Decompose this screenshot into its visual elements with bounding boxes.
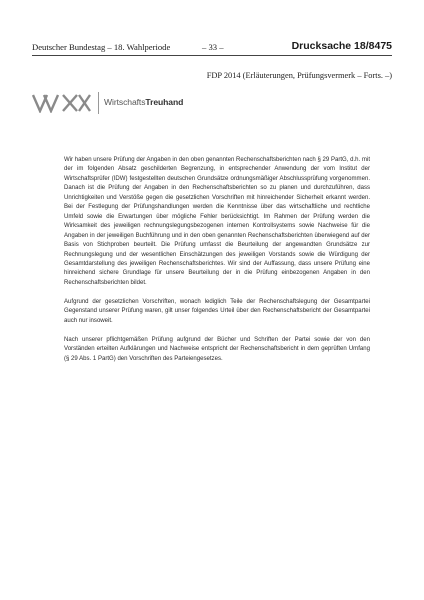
paragraph-opinion: Nach unserer pflichtgemäßen Prüfung aufgrund der Bücher und Schriften der Partei sowie der von den Vorständen erteilten Aufklärungen und Nachweise entspricht der Rechenschaftsbericht in dem geprüften Umfang (§ 29 Abs. 1 PartG) den Vorschriften des Parteiengesetzes.	[64, 336, 370, 362]
header-document-number: Drucksache 18/8475	[291, 40, 392, 52]
audit-opinion-text	[64, 156, 370, 374]
paragraph-limitation: Aufgrund der gesetzlichen Vorschriften, wonach lediglich Teile der Rechenschaftslegung der Gesamtpartei Gegenstand unserer Prüfung waren, gilt unser folgendes Urteil über den Rechenschaftsbericht der Gesamtpartei auch nur insoweit.	[64, 298, 370, 324]
company-logo	[32, 92, 182, 116]
logo-mark-icon	[32, 93, 92, 113]
paragraph-audit-scope: Wir haben unsere Prüfung der Angaben in den oben genannten Rechenschaftsberichten nach § 29 PartG, d.h. mit der im folgenden Absatz geschilderten Begrenzung, in entsprechender Anwendung der vom Institut der Wirtschaftsprüfer (IDW) festgestellten deutschen Grundsätze ordnungsmäßiger Abschlussprüfung vorgenommen. Danach ist die Prüfung der Angaben in den Rechenschaftsberichten so zu planen und durchzuführen, dass Unrichtigkeiten und Verstöße gegen die gesetzlichen Vorschriften mit hinreichender Sicherheit erkannt werden. Bei der Festlegung der Prüfungshandlungen werden die Kenntnisse über das wirtschaftliche und rechtliche Umfeld sowie die Erwartungen über mögliche Fehler berücksichtigt. Im Rahmen der Prüfung werden die Wirksamkeit des jeweiligen rechnungslegungsbezogenen internen Kontrollsystems sowie Nachweise für die Angaben in der jeweiligen Buchführung und in den oben genannten Rechenschaftsberichten überwiegend auf der Basis von Stichproben beurteilt. Die Prüfung umfasst die Beurteilung der angewandten Grundsätze zur Rechnungslegung und der wesentlichen Einschätzungen des jeweiligen Vorstands sowie die Würdigung der Gesamtdarstellung des jeweiligen Rechenschaftsberichtes. Wir sind der Auffassung, dass unsere Prüfung eine hinreichend sichere Grundlage für unsere Beurteilung der in die Prüfung einbezogenen Angaben in den Rechenschaftsberichten bildet.	[64, 157, 370, 286]
logo-separator	[98, 92, 99, 114]
header-rule	[32, 55, 392, 56]
header-publication: Deutscher Bundestag – 18. Wahlperiode	[32, 42, 171, 52]
logo-wordmark: WirtschaftsTreuhand	[104, 97, 184, 107]
header-page-number: – 33 –	[202, 42, 224, 52]
section-subheader: FDP 2014 (Erläuterungen, Prüfungsvermerk – Forts. –)	[206, 71, 392, 80]
page-header	[32, 40, 392, 54]
